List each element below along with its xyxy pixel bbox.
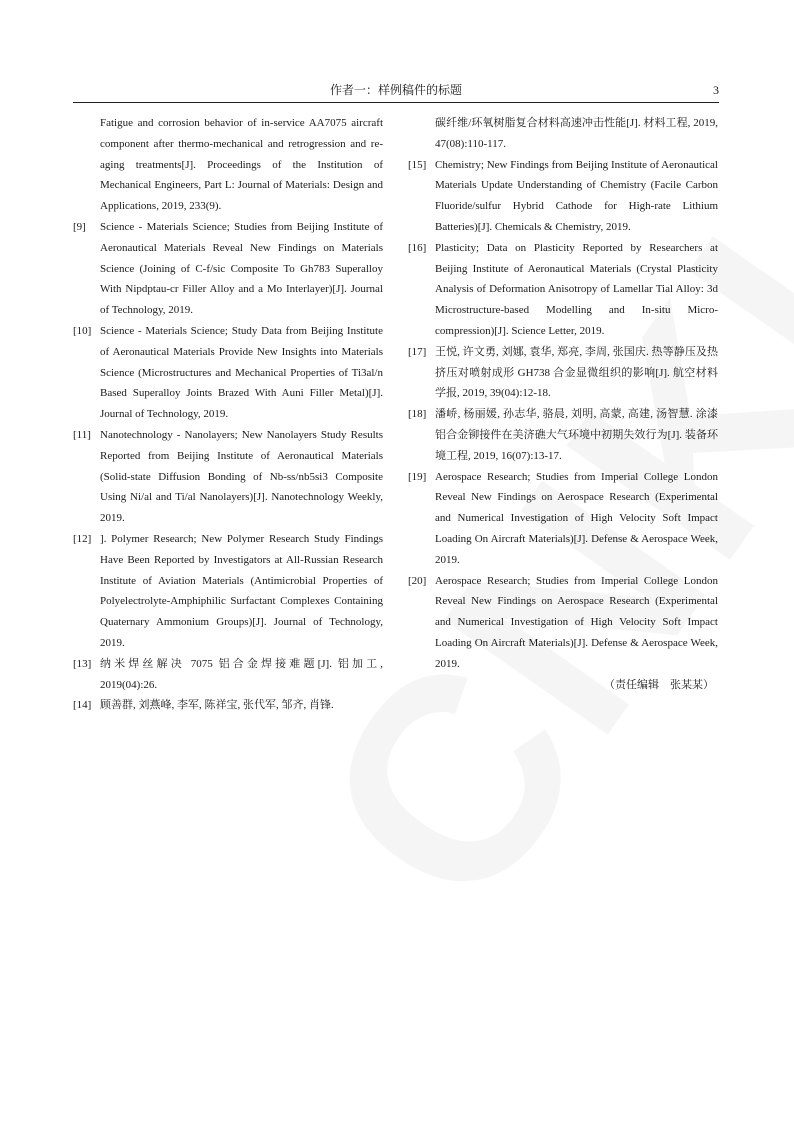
reference-text: 纳米焊丝解决 7075 铝合金焊接难题[J]. 铝加工, 2019(04):26.	[100, 657, 383, 691]
reference-list-right	[408, 113, 718, 675]
reference-entry	[408, 571, 718, 675]
reference-entry	[73, 217, 383, 321]
reference-text: Nanotechnology - Nanolayers; New Nanolayers Study Results Reported from Beijing Institute of Aeronautical Materials (Solid-state Diffusion Bonding of Nb-ss/nb5si3 Composite Using Ni/al and Ti/al Nanolayers)[J]. Nanotechnology Weekly, 2019.	[100, 428, 383, 525]
reference-text: 碳纤维/环氧树脂复合材料高速冲击性能[J]. 材料工程, 2019, 47(08):110-117.	[435, 117, 718, 150]
reference-column-left	[73, 113, 383, 716]
reference-text: Science - Materials Science; Study Data from Beijing Institute of Aeronautical Materials Provide New Insights into Materials Science (Microstructures and Mechanical Properties of Ti3al/n Based Superalloy Joints Brazed With Auni Filler Metal)[J]. Journal of Technology, 2019.	[100, 324, 383, 421]
reference-entry	[408, 342, 718, 404]
reference-text: Aerospace Research; Studies from Imperial College London Reveal New Findings on Aerospace Research (Experimental and Numerical Investigation of High Velocity Soft Impact Loading On Aircraft Materials)[J]. Defense & Aerospace Week, 2019.	[435, 574, 718, 670]
reference-text: Plasticity; Data on Plasticity Reported by Researchers at Beijing Institute of Aeronautical Materials (Crystal Plasticity Analysis of Deformation Anisotropy of Lamellar Tial Alloy: 3d Microstructure-based Modelling and In-situ Micro-compression)[J]. Science Letter, 2019.	[435, 241, 718, 337]
reference-entry	[408, 155, 718, 238]
reference-entry	[73, 529, 383, 654]
reference-entry	[73, 654, 383, 696]
reference-entry	[73, 425, 383, 529]
reference-text: Fatigue and corrosion behavior of in-service AA7075 aircraft component after thermo-mechanical and retrogression and re-aging treatments[J]. Proceedings of the Institution of Mechanical Engineers, Part L: Journal of Materials: Design and Applications, 2019, 233(9).	[100, 117, 383, 213]
reference-number: [13]	[73, 657, 92, 670]
reference-entry	[408, 238, 718, 342]
reference-number: [10]	[73, 324, 92, 337]
reference-column-right	[408, 113, 718, 695]
page-number: 3	[713, 83, 719, 97]
reference-number: [15]	[408, 158, 427, 171]
reference-entry	[408, 467, 718, 571]
running-header	[73, 82, 719, 103]
reference-entry	[73, 321, 383, 425]
reference-entry	[73, 695, 383, 716]
reference-number: [16]	[408, 241, 427, 254]
reference-text: 潘峤, 杨丽媛, 孙志华, 骆晨, 刘明, 高蒙, 高建, 汤智慧. 涂漆铝合金铆接件在美济礁大气环境中初期失效行为[J]. 装备环境工程, 2019, 16(07):13-17.	[435, 408, 718, 462]
reference-entry	[408, 404, 718, 466]
reference-number: [11]	[73, 428, 91, 441]
reference-number: [19]	[408, 470, 427, 483]
reference-text: 王悦, 许文勇, 刘娜, 袁华, 郑亮, 李周, 张国庆. 热等静压及热挤压对喷射成形 GH738 合金显微组织的影响[J]. 航空材料学报, 2019, 39(04):12-18.	[435, 345, 718, 400]
editor-note: （责任编辑 张某某）	[604, 677, 714, 691]
reference-number: [12]	[73, 532, 92, 545]
running-header-title: 作者一：样例稿件的标题	[329, 83, 462, 97]
reference-number: [9]	[73, 220, 86, 233]
reference-entry	[73, 113, 383, 217]
reference-number: [18]	[408, 408, 427, 421]
reference-entry	[408, 113, 718, 155]
reference-number: [17]	[408, 345, 427, 358]
reference-number: [20]	[408, 574, 427, 587]
reference-text: 顾善群, 刘燕峰, 李军, 陈祥宝, 张代军, 邹齐, 肖锋.	[100, 699, 334, 712]
reference-text: Chemistry; New Findings from Beijing Institute of Aeronautical Materials Update Understanding of Chemistry (Facile Carbon Fluoride/sulfur Hybrid Cathode for High-rate Lithium Batteries)[J]. Chemicals & Chemistry, 2019.	[435, 158, 718, 233]
reference-text: Science - Materials Science; Studies from Beijing Institute of Aeronautical Materials Reveal New Findings on Materials Science (Joining of C-f/sic Composite To Gh783 Superalloy With Nipdptau-cr Filler Alloy and a Mo Interlayer)[J]. Journal of Technology, 2019.	[100, 220, 383, 317]
reference-number: [14]	[73, 699, 92, 712]
reference-text: ]. Polymer Research; New Polymer Research Study Findings Have Been Reported by Investigators at All-Russian Research Institute of Aviation Materials (Antimicrobial Properties of Polyelectrolyte-Amphiphilic Surfactant Complexes Containing Quaternary Ammonium Groups)[J]. Journal of Technology, 2019.	[100, 532, 383, 649]
reference-text: Aerospace Research; Studies from Imperial College London Reveal New Findings on Aerospace Research (Experimental and Numerical Investigation of High Velocity Soft Impact Loading On Aircraft Materials)[J]. Defense & Aerospace Week, 2019.	[435, 470, 718, 566]
